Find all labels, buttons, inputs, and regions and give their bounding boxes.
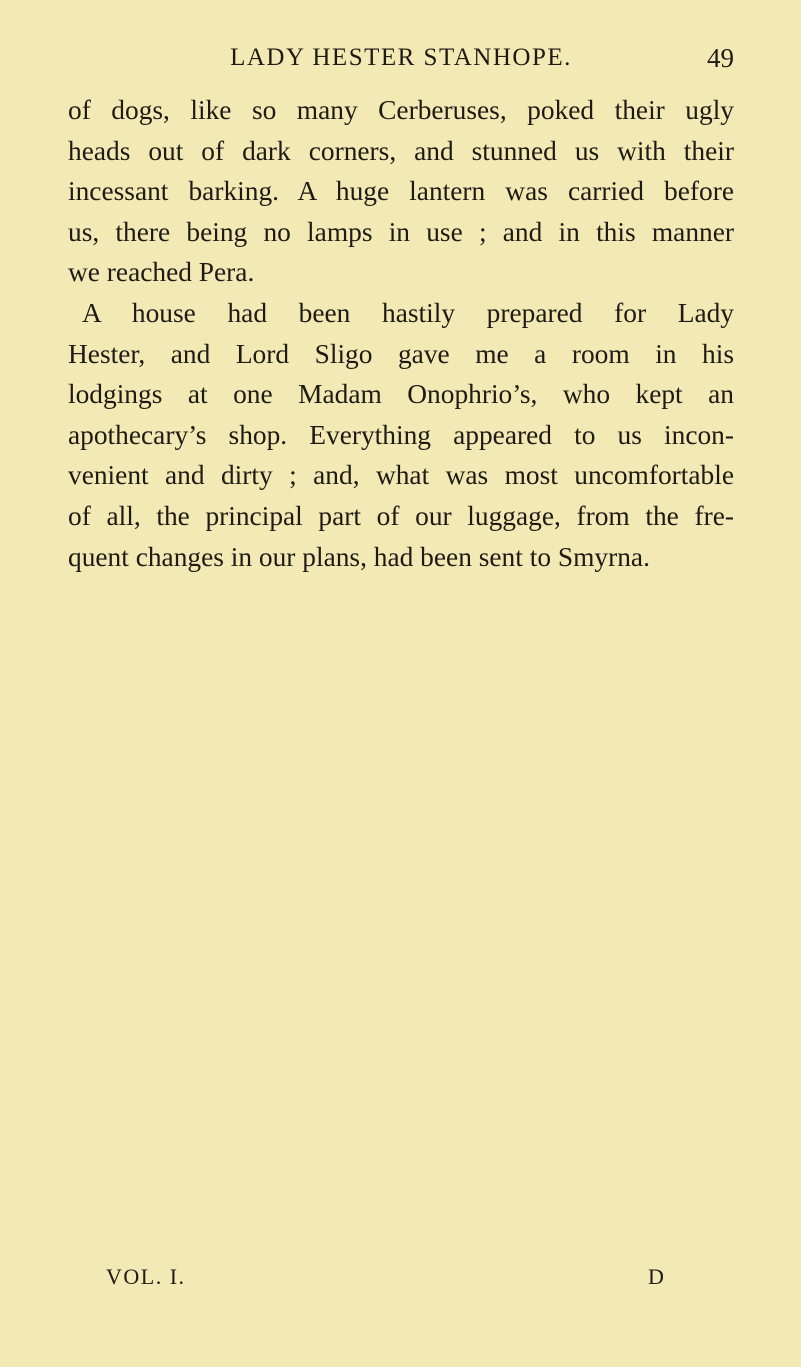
text-line: incessant barking. A huge lantern was carried before — [68, 176, 734, 207]
paragraph-1 — [68, 90, 734, 293]
text-line: us, there being no lamps in use ; and in this manner — [68, 216, 734, 247]
volume-label: VOL. I. — [106, 1264, 186, 1289]
text-line: apothecary’s shop. Everything appeared to us incon- — [68, 419, 734, 450]
text-line: Hester, and Lord Sligo gave me a room in his — [68, 338, 734, 369]
page-footer — [106, 1259, 666, 1295]
text-line: venient and dirty ; and, what was most uncomfortable — [68, 460, 734, 491]
text-line: of dogs, like so many Cerberuses, poked their ugly — [68, 95, 734, 125]
text-line: heads out of dark corners, and stunned us with their — [68, 135, 734, 166]
body-text — [68, 90, 734, 577]
text-line: we reached Pera. — [68, 257, 255, 288]
text-line: lodgings at one Madam Onophrio’s, who kept an — [68, 379, 734, 410]
text-line: quent changes in our plans, had been sent to Smyrna. — [68, 541, 650, 572]
text-line: of all, the principal part of our luggage, from the fre- — [68, 500, 734, 531]
running-head — [68, 38, 734, 78]
text-line: A house had been hastily prepared for Lady — [82, 297, 734, 328]
paragraph-2 — [68, 293, 734, 577]
page-number: 49 — [707, 43, 734, 73]
running-title: LADY HESTER STANHOPE. — [230, 44, 572, 71]
signature-mark: D — [648, 1264, 664, 1289]
